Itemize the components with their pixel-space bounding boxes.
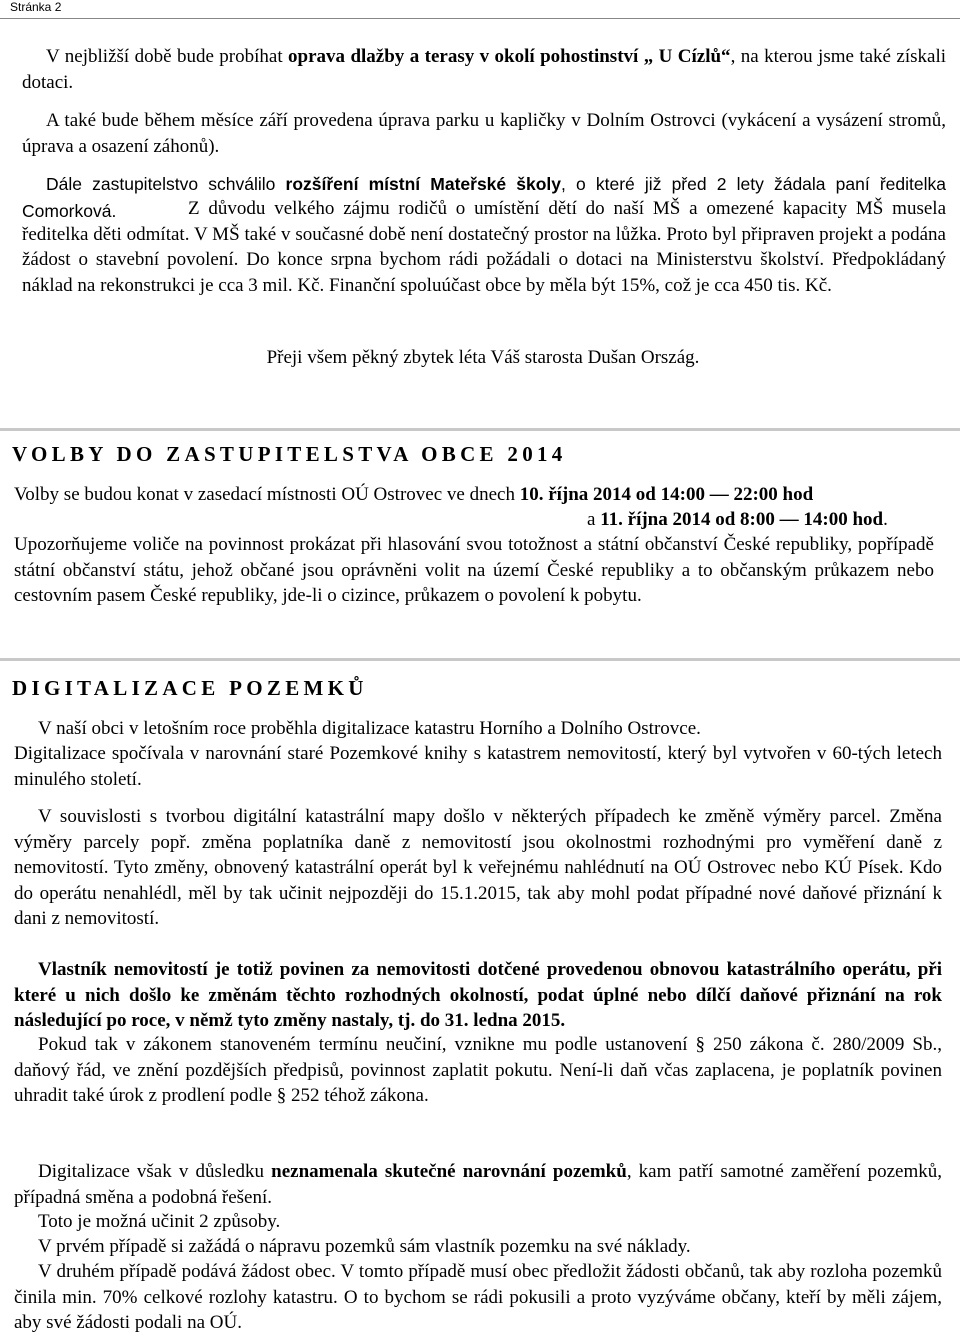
elections-notice: Upozorňujeme voliče na povinnost prokázat při hlasování svou totožnost a státní občanství České republiky, popřípadě státní občanství státu, jehož občané jsou oprávněni volit na území České republiky a to občanským průkazem nebo cestovním pasem České republiky, jde-li o cizince, průkazem o povolení k pobytu. bbox=[14, 534, 934, 606]
section-divider bbox=[0, 428, 960, 431]
heading-elections: VOLBY DO ZASTUPITELSTVA OBCE 2014 bbox=[12, 442, 567, 466]
paragraph-park: A také bude během měsíce září provedena úprava parku u kapličky v Dolním Ostrovci (vykácení a vysázení stromů, úprava a osazení záhonů). bbox=[22, 110, 946, 157]
page-label: Stránka 2 bbox=[10, 0, 62, 14]
bold-text: rozšíření místní Mateřské školy bbox=[285, 174, 562, 194]
text: Dále zastupitelstvo schválilo bbox=[46, 174, 286, 194]
text: , na kterou jsme také získali dotaci. bbox=[22, 46, 947, 93]
greeting: Přeji všem pěkný zbytek léta Váš starosta Dušan Ország. bbox=[266, 347, 700, 368]
digitalization-paragraph-6 bbox=[14, 1159, 942, 1210]
section-divider bbox=[0, 658, 960, 661]
digitalization-penalty: Pokud tak v zákonem stanoveném termínu neučiní, vznikne mu podle ustanovení § 250 zákona č. 280/2009 Sb., daňový řád, ve znění pozdějších předpisů, povinnost zaplatit pokutu. Není-li daň včas zaplacena, je poplatník povinen uhradit také úrok z prodlení podle § 252 téhož zákona. bbox=[14, 1034, 942, 1106]
text: V nejbližší době bude probíhat bbox=[46, 46, 289, 67]
digitalization-obligation: Vlastník nemovitostí je totiž povinen za nemovitosti dotčené provedenou obnovou katastrálního operátu, při které u nich došlo ke změnám těchto rozhodných okolností, podat úplné nebo dílčí daňové přiznání na rok následující po roce, v němž tyto změny nastaly, tj. do 31. ledna 2015. bbox=[14, 959, 942, 1031]
text: a bbox=[587, 509, 601, 530]
bold-text: neznamenala skutečné narovnání pozemků bbox=[271, 1161, 627, 1182]
text: , kam patří samotné zaměření pozemků, případná směna a podobná řešení. bbox=[14, 1161, 942, 1208]
digitalization-paragraph-8: V prvém případě si zažádá o nápravu pozemků sám vlastník pozemku na své náklady. bbox=[38, 1236, 691, 1257]
digitalization-paragraph-1: V naší obci v letošním roce proběhla digitalizace katastru Horního a Dolního Ostrovce. bbox=[38, 718, 701, 739]
paragraph-terrace bbox=[22, 44, 946, 95]
paragraph-kindergarten: Z důvodu velkého zájmu rodičů o umístění dětí do naší MŠ a omezené kapacity MŠ musela ředitelka děti odmítat. V MŠ také v současné době není dostatečný prostor na lůžka. Proto byl připraven projekt a podána žádost o stavební povolení. Do konce srpna bychom rádi požádali o dotaci na Ministerstvu školství. Předpokládaný náklad na rekonstrukci je cca 3 mil. Kč. Finanční spoluúčast obce by měla být 15%, což je cca 450 tis. Kč. bbox=[22, 198, 946, 296]
digitalization-paragraph-3: V souvislosti s tvorbou digitální katastrální mapy došlo v některých případech ke změně výměry parcel. Změna výměry parcely popř. změna poplatníka daně z nemovitostí jsou okolnostmi rozhodnými pro vyměření daně z nemovitostí. Tyto změny, obnovený katastrální operát byl k veřejnému nahlédnutí na OÚ Ostrovec nebo KÚ Písek. Kdo do operátu nenahlédl, měl by tak učinit nejpozději do 15.1.2015, tak aby mohl podat případné nové daňové přiznání k dani z nemovitostí. bbox=[14, 806, 942, 929]
bold-text: 11. října 2014 od 8:00 — 14:00 hod bbox=[600, 509, 884, 530]
text: , o které již před 2 lety žádala paní ředitelka Comorková. bbox=[22, 174, 946, 221]
text: . bbox=[883, 509, 888, 530]
elections-dates-line2 bbox=[587, 507, 960, 533]
digitalization-paragraph-2: Digitalizace spočívala v narovnání staré Pozemkové knihy s katastrem nemovitostí, který byl vytvořen v 60-tých letech minulého století. bbox=[14, 743, 942, 790]
bold-text: 10. října 2014 od 14:00 — 22:00 hod bbox=[519, 484, 814, 505]
digitalization-paragraph-7: Toto je možná učinit 2 způsoby. bbox=[38, 1211, 281, 1232]
text: Volby se budou konat v zasedací místnosti OÚ Ostrovec ve dnech bbox=[14, 484, 520, 505]
heading-digitalization: DIGITALIZACE POZEMKŮ bbox=[12, 676, 368, 700]
bold-text: oprava dlažby a terasy v okolí pohostinství „ U Cízlů“ bbox=[288, 46, 731, 67]
digitalization-paragraph-9: V druhém případě podává žádost obec. V tomto případě musí obec předložit žádosti občanů, tak aby rozloha pozemků činila min. 70% celkové rozlohy katastru. O to bychom se rádi pokusili a proto vyzýváme občany, kteří by měli zájem, aby své žádosti podali na OÚ. bbox=[14, 1261, 942, 1333]
header-divider bbox=[0, 18, 960, 19]
elections-dates-line1 bbox=[14, 482, 954, 508]
text: Digitalizace však v důsledku bbox=[38, 1161, 272, 1182]
